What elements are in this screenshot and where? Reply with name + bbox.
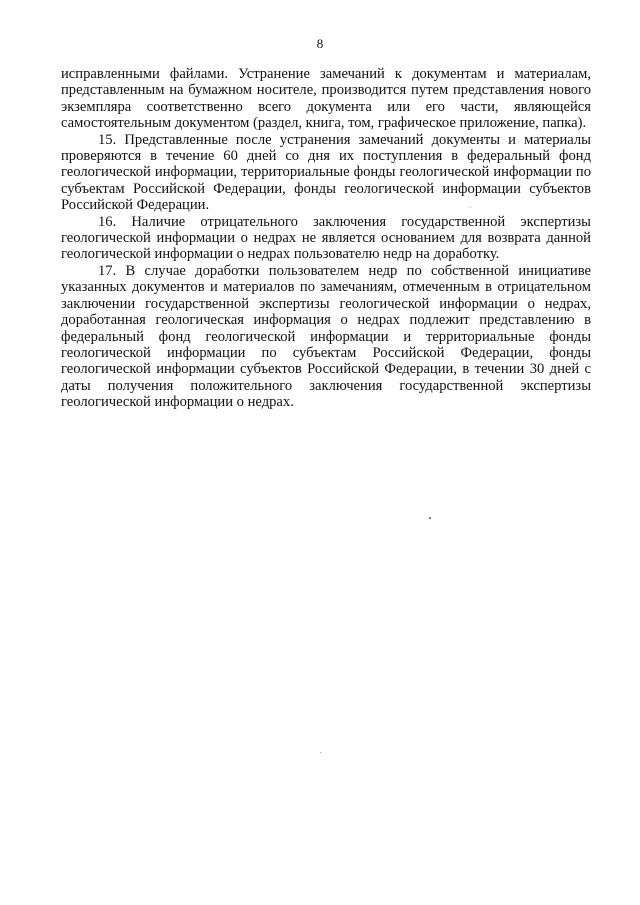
page-number: 8 — [316, 36, 324, 51]
paragraph-16: 16. Наличие отрицательного заключения государственной экспертизы геологической информации о недрах не является основанием для возврата данной геологической информации о недрах пользователю недр на доработку. — [61, 213, 591, 263]
paragraph-15: 15. Представленные после устранения замечаний документы и материалы проверяются в течение 60 дней со дня их поступления в федеральный фонд геологической информации, территориальные фонды геологической информации по субъектам Российской Федерации, фонды геологической информации субъектов Российской Федерации. — [61, 131, 591, 214]
paragraph-continuation: исправленными файлами. Устранение замечаний к документам и материалам, представленным на бумажном носителе, производится путем представления нового экземпляра соответственно всего документа или его части, являющейся самостоятельным документом (раздел, книга, том, графическое приложение, папка). — [61, 66, 591, 132]
scan-speck — [429, 517, 431, 519]
scan-speck — [320, 752, 321, 753]
paragraph-17: 17. В случае доработки пользователем недр по собственной инициативе указанных документов и материалов по замечаниям, отмеченным в отрицательном заключении государственной экспертизы геологической информации о недрах, доработанная геологическая информация о недрах подлежит представлению в федеральный фонд геологической информации и территориальные фонды геологической информации по субъектам Российской Федерации, фонды геологической информации субъектов Российской Федерации, в течении 30 дней с даты получения положительного заключения государственной экспертизы геологической информации о недрах. — [61, 262, 591, 411]
document-body — [61, 66, 591, 411]
scan-speck — [470, 207, 471, 208]
